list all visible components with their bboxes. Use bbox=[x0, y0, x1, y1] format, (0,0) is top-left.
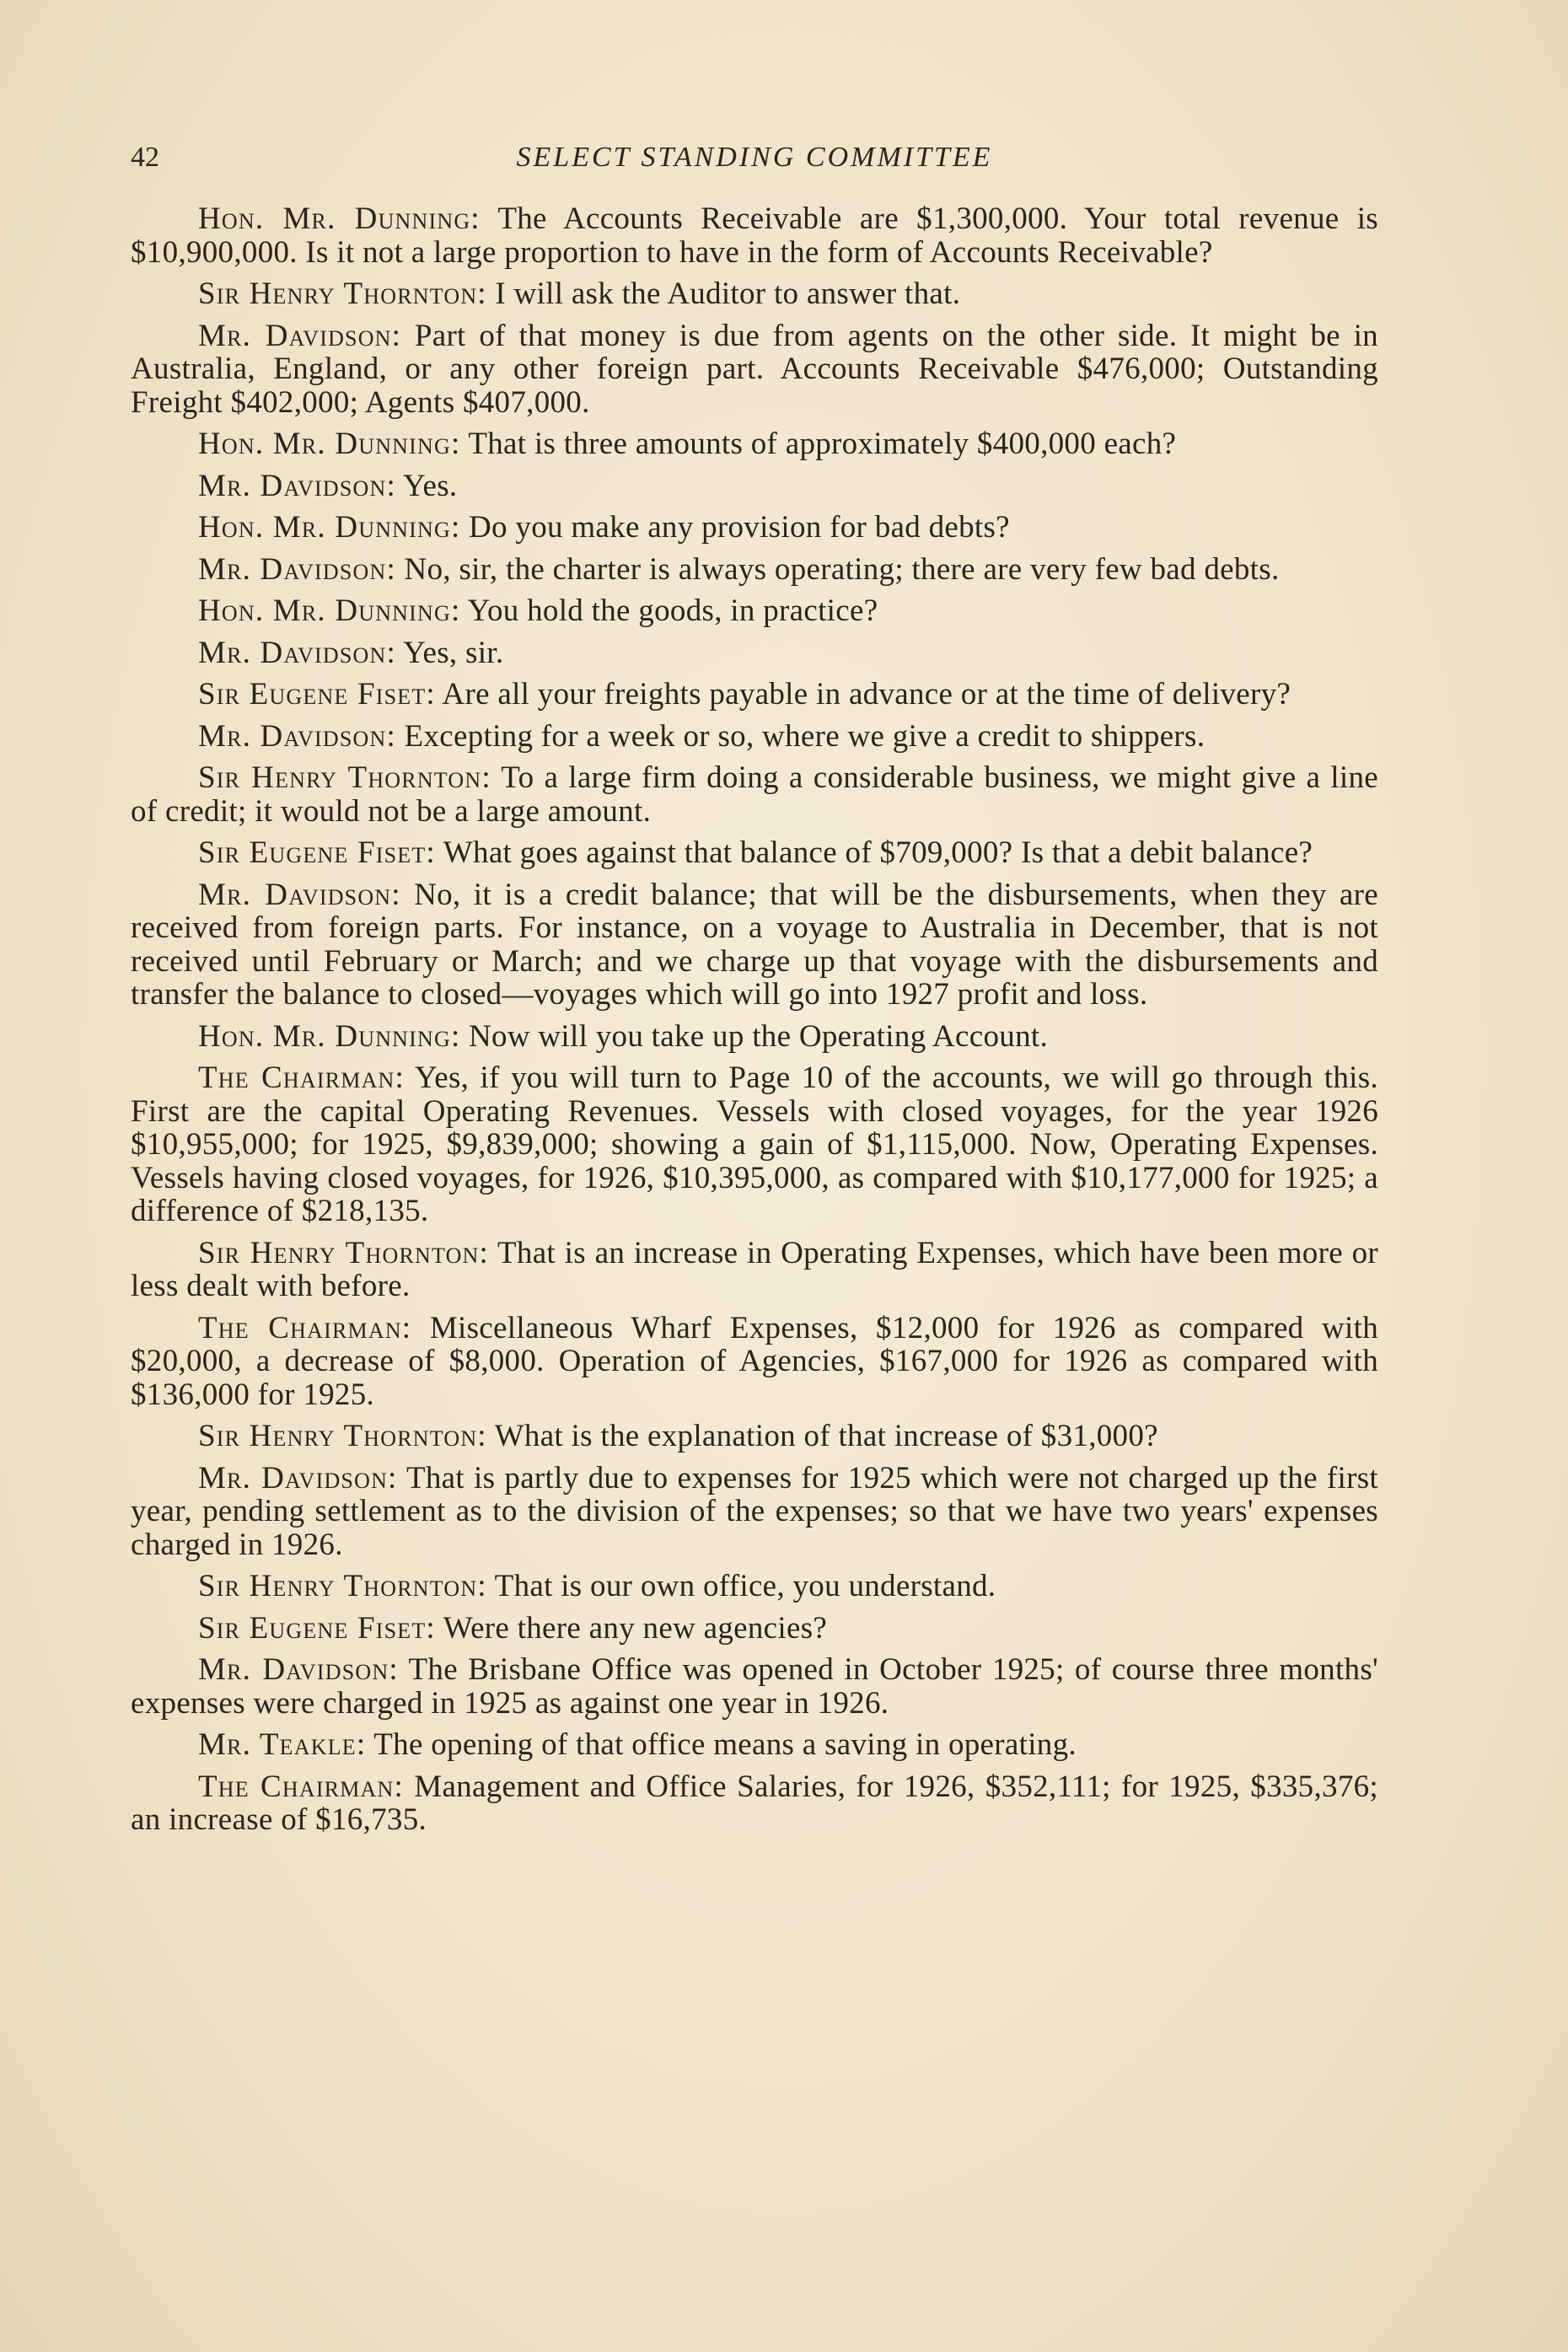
speaker-name: Hon. Mr. Dunning: bbox=[198, 593, 461, 628]
speaker-name: Sir Eugene Fiset: bbox=[198, 1610, 436, 1646]
paragraph-text: What goes against that balance of $709,000? Is that a debit balance? bbox=[435, 835, 1313, 870]
transcript-body bbox=[131, 202, 1378, 1845]
speaker-name: Mr. Davidson: bbox=[198, 468, 396, 503]
paragraph bbox=[131, 878, 1378, 1012]
paragraph bbox=[131, 1770, 1378, 1837]
paragraph bbox=[131, 1612, 1378, 1646]
paragraph-text: That is our own office, you understand. bbox=[486, 1569, 996, 1603]
speaker-name: Sir Henry Thornton: bbox=[198, 1235, 490, 1270]
paragraph-text: Management and Office Salaries, for 1926, $352,111; for 1925, $335,376; an increase of $16,735. bbox=[131, 1769, 1378, 1837]
paragraph-text: The Brisbane Office was opened in October 1925; of course three months' expenses were charged in 1925 as against one year in 1926. bbox=[131, 1652, 1378, 1721]
paragraph-text: That is an increase in Operating Expenses, which have been more or less dealt with before. bbox=[131, 1235, 1379, 1303]
paragraph bbox=[131, 678, 1378, 712]
paragraph-text: Now will you take up the Operating Account. bbox=[460, 1018, 1048, 1054]
paragraph bbox=[131, 836, 1378, 870]
paragraph bbox=[131, 1653, 1378, 1720]
paragraph bbox=[131, 594, 1378, 628]
paragraph bbox=[131, 1312, 1378, 1412]
paragraph bbox=[131, 636, 1378, 670]
paragraph-text: Yes, sir. bbox=[396, 635, 504, 670]
speaker-name: Mr. Davidson: bbox=[198, 635, 396, 670]
paragraph-text: That is three amounts of approximately $400,000 each? bbox=[460, 427, 1177, 461]
paragraph-text: Were there any new agencies? bbox=[435, 1610, 828, 1646]
paragraph bbox=[131, 511, 1378, 545]
paragraph bbox=[131, 1237, 1378, 1303]
paragraph-text: Excepting for a week or so, where we give a credit to shippers. bbox=[396, 718, 1206, 754]
speaker-name: Mr. Davidson: bbox=[198, 718, 396, 754]
paragraph bbox=[131, 1462, 1378, 1562]
paragraph bbox=[131, 277, 1378, 311]
speaker-name: Sir Henry Thornton: bbox=[198, 277, 487, 311]
paragraph-text: I will ask the Auditor to answer that. bbox=[486, 277, 961, 311]
paragraph bbox=[131, 202, 1378, 269]
speaker-name: The Chairman: bbox=[198, 1769, 404, 1804]
paragraph-text: The Accounts Receivable are $1,300,000. Your total revenue is $10,900,000. Is it not a large proportion to have in the form of Accounts Receivable? bbox=[131, 201, 1378, 270]
speaker-name: Hon. Mr. Dunning: bbox=[198, 427, 461, 461]
page-header bbox=[131, 142, 1378, 184]
paragraph bbox=[131, 470, 1378, 503]
paragraph-text: Do you make any provision for bad debts? bbox=[460, 510, 1010, 545]
speaker-name: Mr. Teakle: bbox=[198, 1727, 367, 1762]
speaker-name: Mr. Davidson: bbox=[198, 551, 396, 587]
speaker-name: Mr. Davidson: bbox=[198, 877, 401, 912]
speaker-name: Sir Henry Thornton: bbox=[198, 1569, 487, 1603]
speaker-name: The Chairman: bbox=[198, 1310, 412, 1345]
paragraph-text: No, sir, the charter is always operating; there are very few bad debts. bbox=[396, 551, 1280, 587]
paragraph-text: To a large firm doing a considerable business, we might give a line of credit; it would not be a large amount. bbox=[131, 760, 1378, 829]
speaker-name: Hon. Mr. Dunning: bbox=[198, 201, 481, 236]
speaker-name: Sir Henry Thornton: bbox=[198, 1419, 487, 1453]
paragraph-text: No, it is a credit balance; that will be the disbursements, when they are received from foreign parts. For instance, on a voyage to Australia in December, that is not received until February or March; and we charge up that voyage with the disbursements and transfer the balance to closed—voyages which will go into 1927 profit and loss. bbox=[131, 877, 1378, 1012]
speaker-name: Hon. Mr. Dunning: bbox=[198, 510, 461, 545]
paragraph-text: Yes. bbox=[396, 468, 458, 503]
paragraph bbox=[131, 1061, 1378, 1228]
speaker-name: Mr. Davidson: bbox=[198, 318, 402, 353]
paragraph-text: The opening of that office means a saving in operating. bbox=[366, 1727, 1077, 1762]
paragraph-text: Yes, if you will turn to Page 10 of the accounts, we will go through this. First are the capital Operating Revenues. Vessels with closed voyages, for the year 1926 $10,955,000; for 1925, $9,839,000; showing a gain of $1,115,000. Now, Operating Expenses. Vessels having closed voyages, for 1926, $10,395,000, as compared with $10,177,000 for 1925; a difference of $218,135. bbox=[131, 1061, 1378, 1228]
speaker-name: Sir Eugene Fiset: bbox=[198, 677, 436, 712]
speaker-name: The Chairman: bbox=[198, 1061, 405, 1095]
paragraph bbox=[131, 720, 1378, 754]
paragraph bbox=[131, 427, 1378, 461]
speaker-name: Mr. Davidson: bbox=[198, 1652, 399, 1687]
speaker-name: Sir Eugene Fiset: bbox=[198, 835, 436, 870]
paragraph-text: Part of that money is due from agents on the other side. It might be in Australia, England, or any other foreign part. Accounts Receivable $476,000; Outstanding Freight $402,000; Agents $407,000. bbox=[131, 318, 1378, 420]
paragraph-text: Miscellaneous Wharf Expenses, $12,000 for 1926 as compared with $20,000, a decrease of $8,000. Operation of Agencies, $167,000 for 1926 as compared with $136,000 for 1925. bbox=[131, 1310, 1378, 1412]
paragraph-text: Are all your freights payable in advance or at the time of delivery? bbox=[435, 677, 1291, 712]
paragraph-text: What is the explanation of that increase of $31,000? bbox=[486, 1419, 1158, 1453]
speaker-name: Mr. Davidson: bbox=[198, 1460, 398, 1496]
paragraph bbox=[131, 1420, 1378, 1453]
speaker-name: Hon. Mr. Dunning: bbox=[198, 1018, 461, 1054]
paragraph-text: You hold the goods, in practice? bbox=[460, 593, 878, 628]
paragraph bbox=[131, 1020, 1378, 1054]
speaker-name: Sir Henry Thornton: bbox=[198, 760, 491, 795]
paragraph bbox=[131, 320, 1378, 420]
running-head: SELECT STANDING COMMITTEE bbox=[516, 142, 993, 173]
paragraph bbox=[131, 1728, 1378, 1762]
page-number: 42 bbox=[131, 142, 159, 173]
paragraph bbox=[131, 761, 1378, 828]
paragraph bbox=[131, 553, 1378, 587]
paragraph-text: That is partly due to expenses for 1925 which were not charged up the first year, pending settlement as to the division of the expenses; so that we have two years' expenses charged in 1926. bbox=[131, 1460, 1378, 1562]
paragraph bbox=[131, 1570, 1378, 1603]
